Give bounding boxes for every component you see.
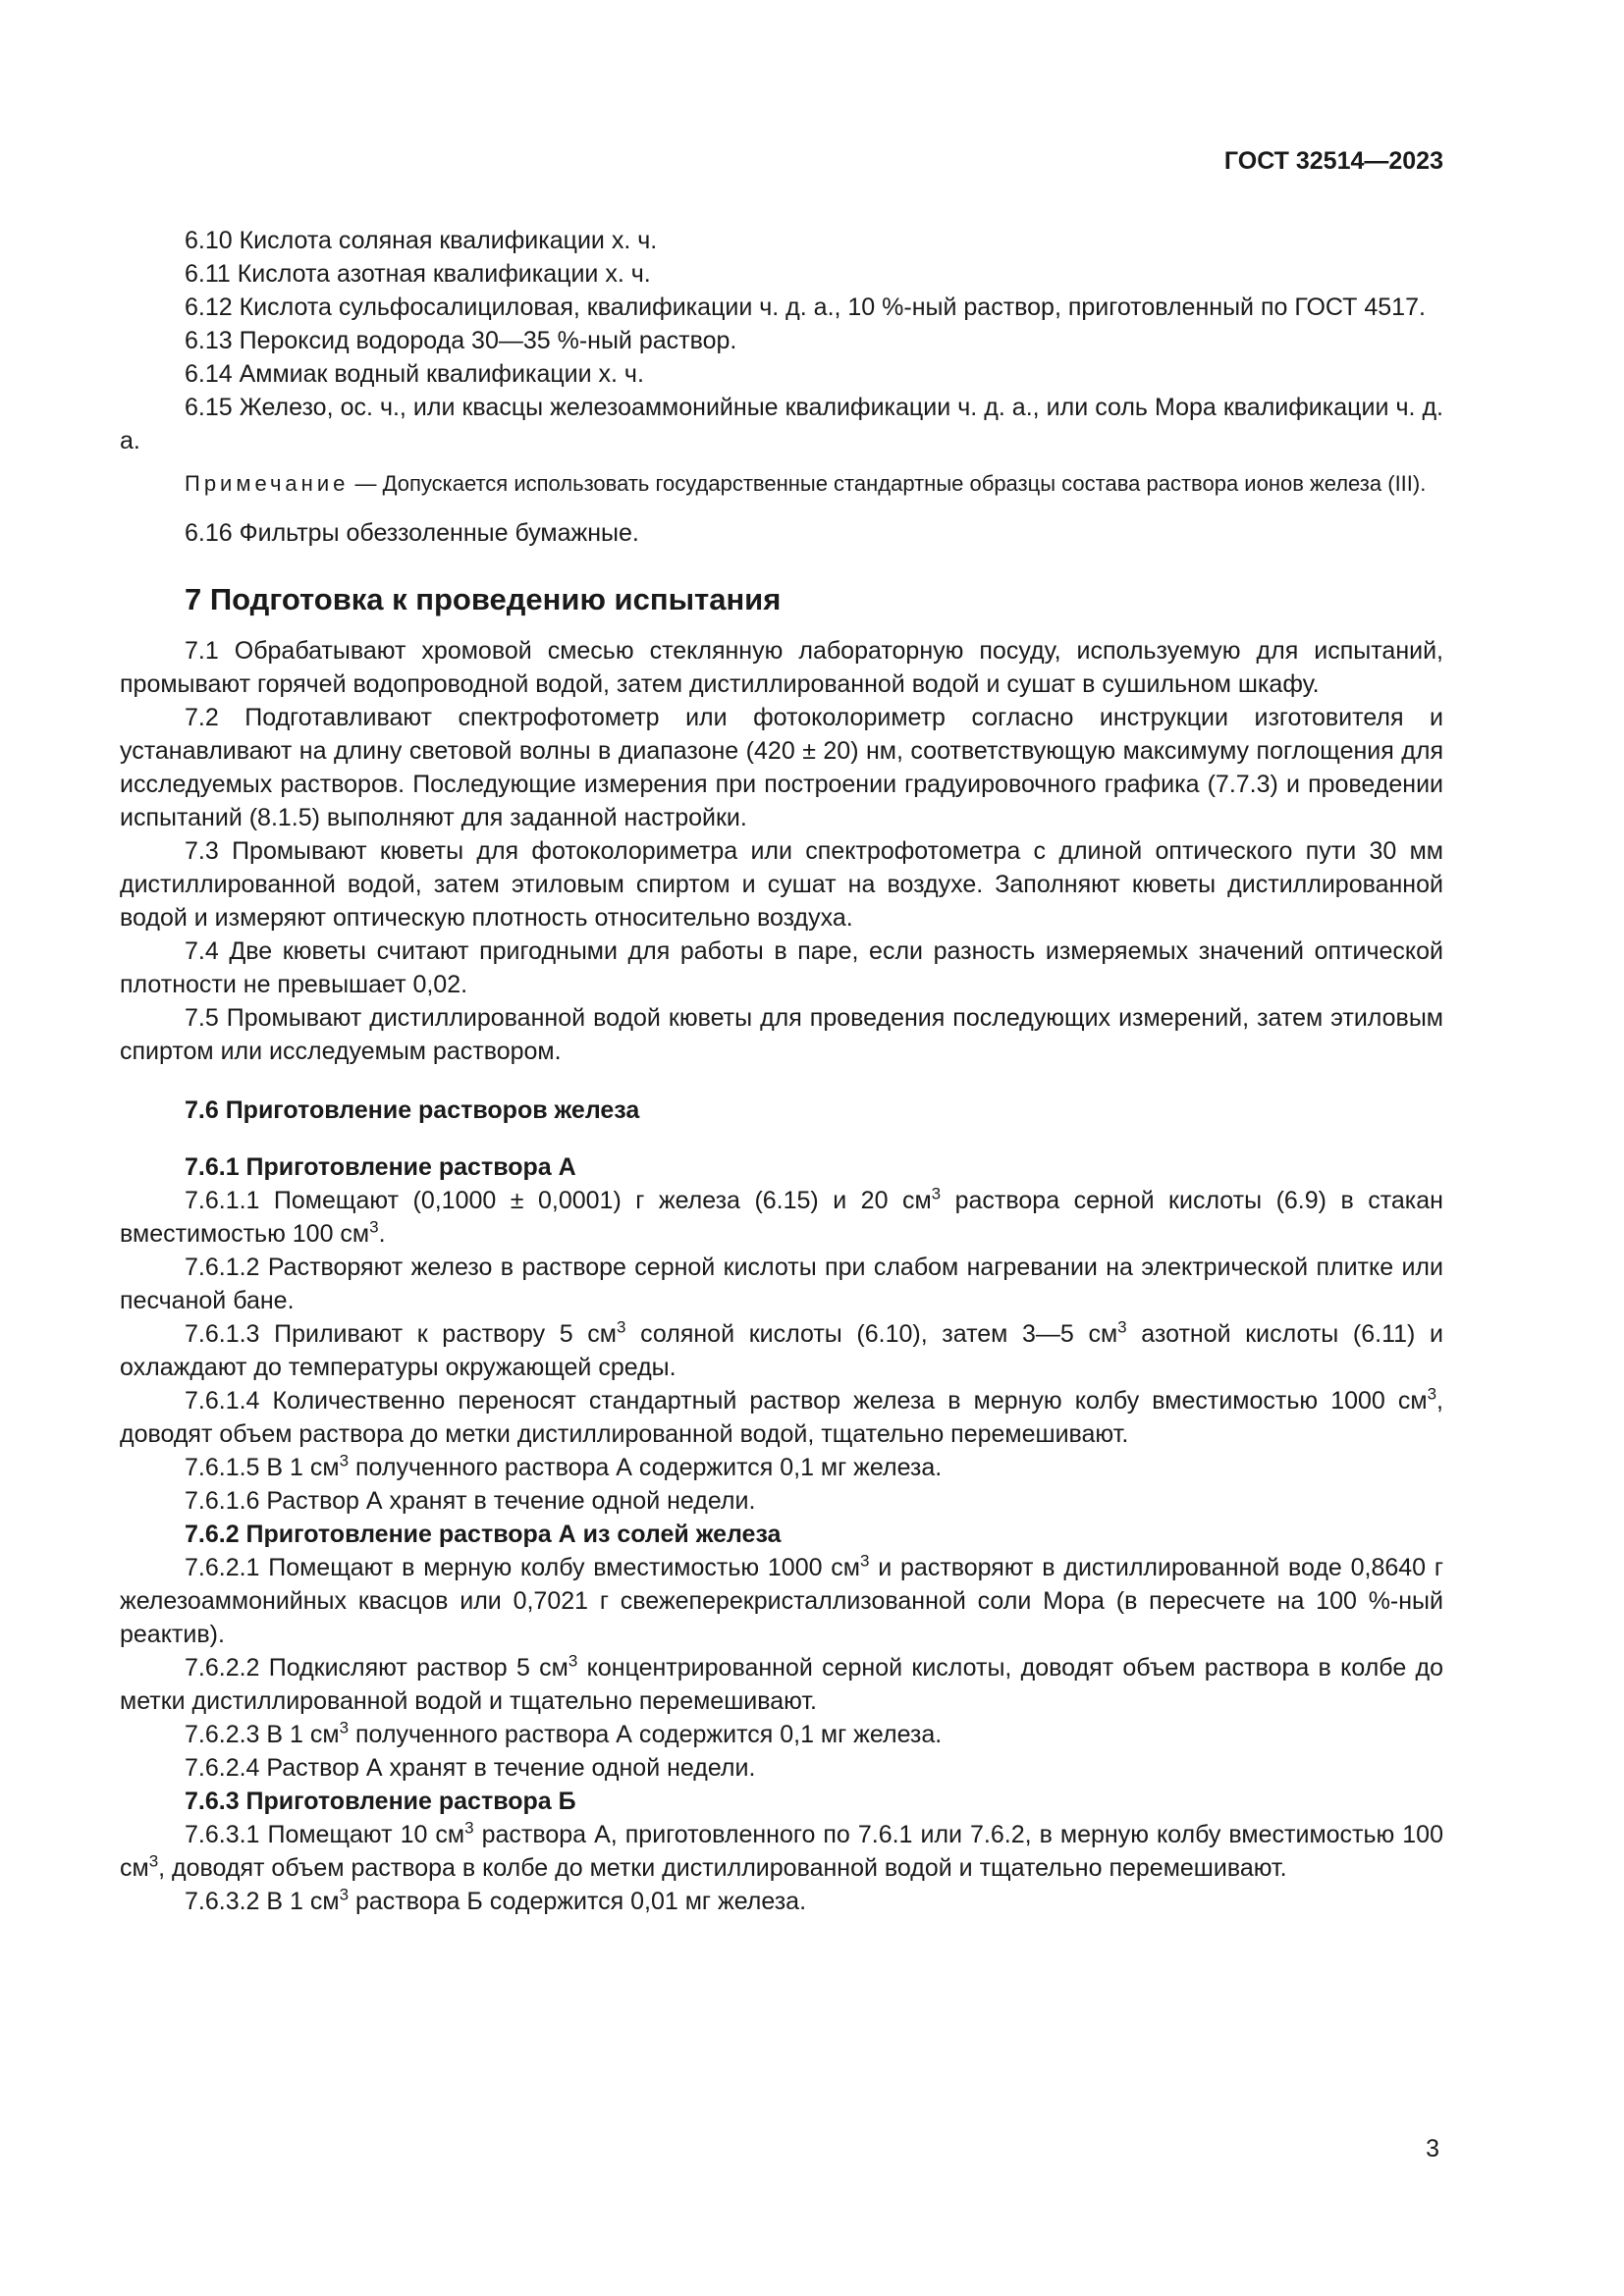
page-number: 3 bbox=[1426, 2135, 1439, 2163]
item-7-4: 7.4 Две кюветы считают пригодными для работы в паре, если разность измеряемых значений оптической плотности не превышает 0,02. bbox=[120, 937, 1443, 998]
item-7-6-2-4: 7.6.2.4 Раствор А хранят в течение одной недели. bbox=[185, 1754, 756, 1782]
item-6-10: 6.10 Кислота соляная квалификации х. ч. bbox=[185, 227, 658, 254]
item-6-11: 6.11 Кислота азотная квалификации х. ч. bbox=[185, 260, 651, 288]
item-6-16: 6.16 Фильтры обеззоленные бумажные. bbox=[185, 519, 639, 547]
note bbox=[120, 469, 1443, 499]
item-7-6-1-3: 7.6.1.3 Приливают к раствору 5 $см^3$ соляной кислоты (6.10), затем 3—5 $см^3$ азотной кислоты (6.11) и охлаждают до температуры окружающей среды. bbox=[120, 1317, 1443, 1381]
section-7-title: 7 Подготовка к проведению испытания bbox=[185, 582, 782, 616]
item-7-6-3-1: 7.6.3.1 Помещают 10 $см^3$ раствора А, приготовленного по 7.6.1 или 7.6.2, в мерную колбу вместимостью 100 $см^3$, доводят объем раствора в колбе до метки дистиллированной водой и тщательно перемешивают. bbox=[120, 1818, 1443, 1882]
item-7-2: 7.2 Подготавливают спектрофотометр или фотоколориметр согласно инструкции изготовителя и устанавливают на длину световой волны в диапазоне (420 ± 20) нм, соответствующую максимуму поглощения для исследуемых растворов. Последующие измерения при построении градуировочного графика (7.7.3) и проведении испытаний (8.1.5) выполняют для заданной настройки. bbox=[120, 704, 1443, 831]
item-7-6-1-2: 7.6.1.2 Растворяют железо в растворе серной кислоты при слабом нагревании на электрической плитке или песчаной бане. bbox=[120, 1254, 1443, 1314]
heading-7-6-3: 7.6.3 Приготовление раствора Б bbox=[185, 1788, 576, 1815]
item-6-13: 6.13 Пероксид водорода 30—35 %-ный раствор. bbox=[185, 327, 737, 354]
item-7-6-1-4: 7.6.1.4 Количественно переносят стандартный раствор железа в мерную колбу вместимостью 1000 $см^3$, доводят объем раствора до метки дистиллированной водой, тщательно перемешивают. bbox=[120, 1384, 1443, 1448]
heading-7-6-2: 7.6.2 Приготовление раствора А из солей железа bbox=[185, 1521, 782, 1548]
item-6-14: 6.14 Аммиак водный квалификации х. ч. bbox=[185, 360, 644, 388]
item-7-6-1-5: 7.6.1.5 В 1 $см^3$ полученного раствора А содержится 0,1 мг железа. bbox=[185, 1451, 943, 1481]
item-6-15: 6.15 Железо, ос. ч., или квасцы железоаммонийные квалификации ч. д. а., или соль Мора квалификации ч. д. а. bbox=[120, 394, 1443, 454]
item-7-6-1-6: 7.6.1.6 Раствор А хранят в течение одной недели. bbox=[185, 1487, 756, 1515]
item-7-6-1-1: 7.6.1.1 Помещают (0,1000 ± 0,0001) г железа (6.15) и 20 $см^3$ раствора серной кислоты (6.9) в стакан вместимостью 100 $см^3$. bbox=[120, 1184, 1443, 1248]
heading-7-6: 7.6 Приготовление растворов железа bbox=[185, 1096, 640, 1124]
item-6-12: 6.12 Кислота сульфосалициловая, квалификации ч. д. а., 10 %-ный раствор, приготовленный по ГОСТ 4517. bbox=[185, 294, 1426, 321]
heading-7-6-1: 7.6.1 Приготовление раствора А bbox=[185, 1153, 576, 1181]
note-label: Примечание bbox=[185, 471, 350, 496]
note-text: — Допускается использовать государственные стандартные образцы состава раствора ионов железа (III). bbox=[349, 471, 1427, 496]
item-7-3: 7.3 Промывают кюветы для фотоколориметра или спектрофотометра с длиной оптического пути 30 мм дистиллированной водой, затем этиловым спиртом и сушат на воздухе. Заполняют кюветы дистиллированной водой и измеряют оптическую плотность относительно воздуха. bbox=[120, 837, 1443, 932]
item-7-6-2-2: 7.6.2.2 Подкисляют раствор 5 $см^3$ концентрированной серной кислоты, доводят объем раствора в колбе до метки дистиллированной водой и тщательно перемешивают. bbox=[120, 1651, 1444, 1715]
item-7-5: 7.5 Промывают дистиллированной водой кюветы для проведения последующих измерений, затем этиловым спиртом или исследуемым раствором. bbox=[120, 1004, 1443, 1065]
item-7-6-3-2: 7.6.3.2 В 1 $см^3$ раствора Б содержится 0,01 мг железа. bbox=[185, 1885, 807, 1915]
item-7-1: 7.1 Обрабатывают хромовой смесью стеклянную лабораторную посуду, используемую для испытаний, промывают горячей водопроводной водой, затем дистиллированной водой и сушат в сушильном шкафу. bbox=[120, 637, 1443, 698]
item-7-6-2-1: 7.6.2.1 Помещают в мерную колбу вместимостью 1000 $см^3$ и растворяют в дистиллированной воде 0,8640 г железоаммонийных квасцов или 0,7021 г свежеперекристаллизованной соли Мора (в пересчете на 100 %-ный реактив). bbox=[120, 1551, 1443, 1648]
document-body bbox=[120, 224, 1443, 1918]
document-header: ГОСТ 32514—2023 bbox=[1223, 147, 1443, 175]
item-7-6-2-3: 7.6.2.3 В 1 $см^3$ полученного раствора А содержится 0,1 мг железа. bbox=[185, 1718, 943, 1748]
